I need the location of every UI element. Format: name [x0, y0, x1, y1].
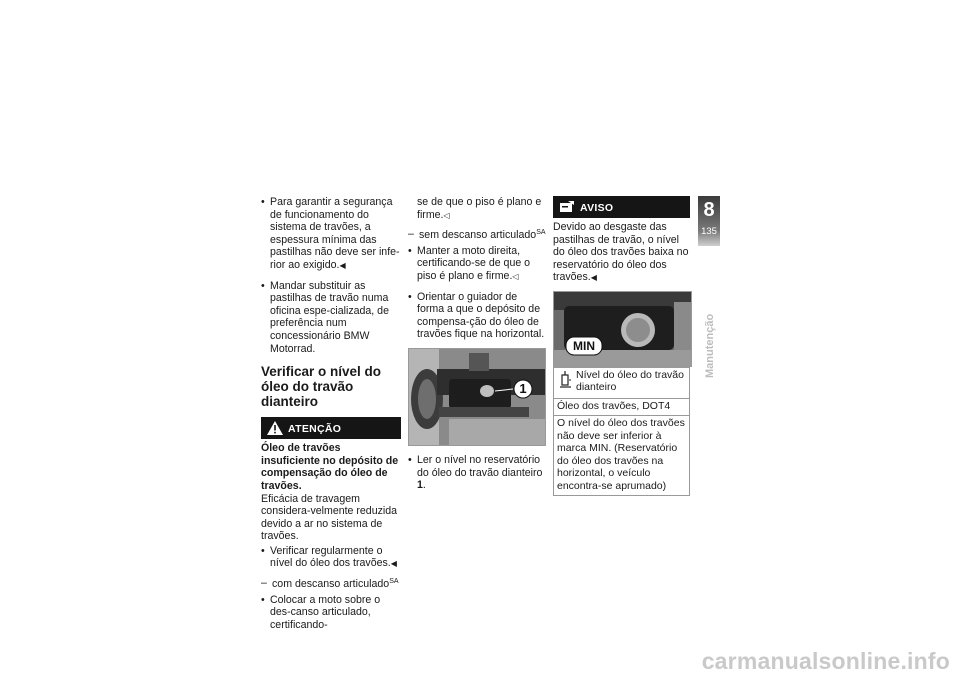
column-1 — [261, 196, 401, 638]
handlebar-illustration — [409, 349, 545, 445]
notice-banner: AVISO — [553, 196, 690, 218]
list-item-continued: se de que o piso é plano e firme.◁ — [417, 196, 542, 221]
warning-triangle-icon — [267, 421, 283, 439]
end-mark-icon: ◀ — [339, 260, 346, 270]
list-item: • Manter a moto direita, certificando-se de que o piso é plano e firme.◁ — [408, 245, 546, 284]
section-heading: Verificar o nível do óleo do travão dianteiro — [261, 364, 382, 410]
notice-text: Devido ao desgaste das pastilhas de travão, o nível do óleo dos travões baixa no reservatório do óleo dos travões.◀ — [553, 221, 689, 284]
chapter-number: 8 — [703, 199, 715, 221]
list-item: • Ler o nível no reservatório do óleo do travão dianteiro 1. — [408, 454, 546, 492]
callout-label: 1 — [519, 380, 527, 396]
spec-table — [553, 367, 690, 497]
warning-text: Eficácia de travagem considera-velmente reduzida devido a ar no sistema de travões. — [261, 492, 398, 543]
end-mark-icon: ◀ — [590, 273, 597, 283]
column-3 — [553, 196, 690, 496]
brake-reservoir-photo — [408, 348, 546, 446]
table-row: O nível do óleo dos travões não deve ser inferior à marca MIN. (Reservatório do óleo dos travões na horizontal, o veículo encontra-se aprumado) — [554, 415, 689, 495]
end-mark-icon: ◀ — [390, 559, 397, 569]
condition-item: – com descanso articulado$^{SA}$ — [261, 578, 401, 591]
list-item: • Mandar substituir as pastilhas de travão numa oficina espe-cializada, de preferência num concessionário BMW Motorrad. — [261, 280, 401, 356]
brake-fluid-icon — [560, 371, 572, 393]
page-number: 135 — [701, 226, 717, 237]
list-item: • Colocar a moto sobre o des-canso articulado, certificando- — [261, 594, 401, 632]
warning-banner: ATENÇÃO — [261, 417, 401, 439]
end-condition-icon: ◁ — [443, 210, 450, 220]
section-label: Manutenção — [704, 313, 716, 378]
list-item: • Para garantir a segurança de funcionamento do sistema de travões, a espessura mínima das pastilhas não deve ser infe-rior ao exigido.◀ — [261, 196, 401, 273]
reservoir-illustration — [554, 292, 691, 366]
end-condition-icon: ◁ — [512, 271, 519, 281]
table-row: Nível do óleo do travão dianteiro — [554, 367, 689, 398]
watermark: carmanualsonline.info — [701, 648, 950, 674]
list-item: • Verificar regularmente o nível do óleo dos travões.◀ — [261, 545, 401, 571]
min-label: MIN — [573, 338, 595, 353]
table-row: Óleo dos travões, DOT4 — [554, 398, 689, 416]
reservoir-min-photo — [553, 291, 692, 367]
condition-item: – sem descanso articulado$^{SA}$ — [408, 229, 546, 242]
notice-icon — [559, 200, 575, 218]
warning-title: Óleo de travões insuficiente no depósito de compensação do óleo de travões. — [261, 442, 399, 492]
list-item: • Orientar o guiador de forma a que o depósito de compensa-ção do óleo de travões fique na horizontal. — [408, 291, 546, 341]
column-2 — [408, 196, 546, 499]
